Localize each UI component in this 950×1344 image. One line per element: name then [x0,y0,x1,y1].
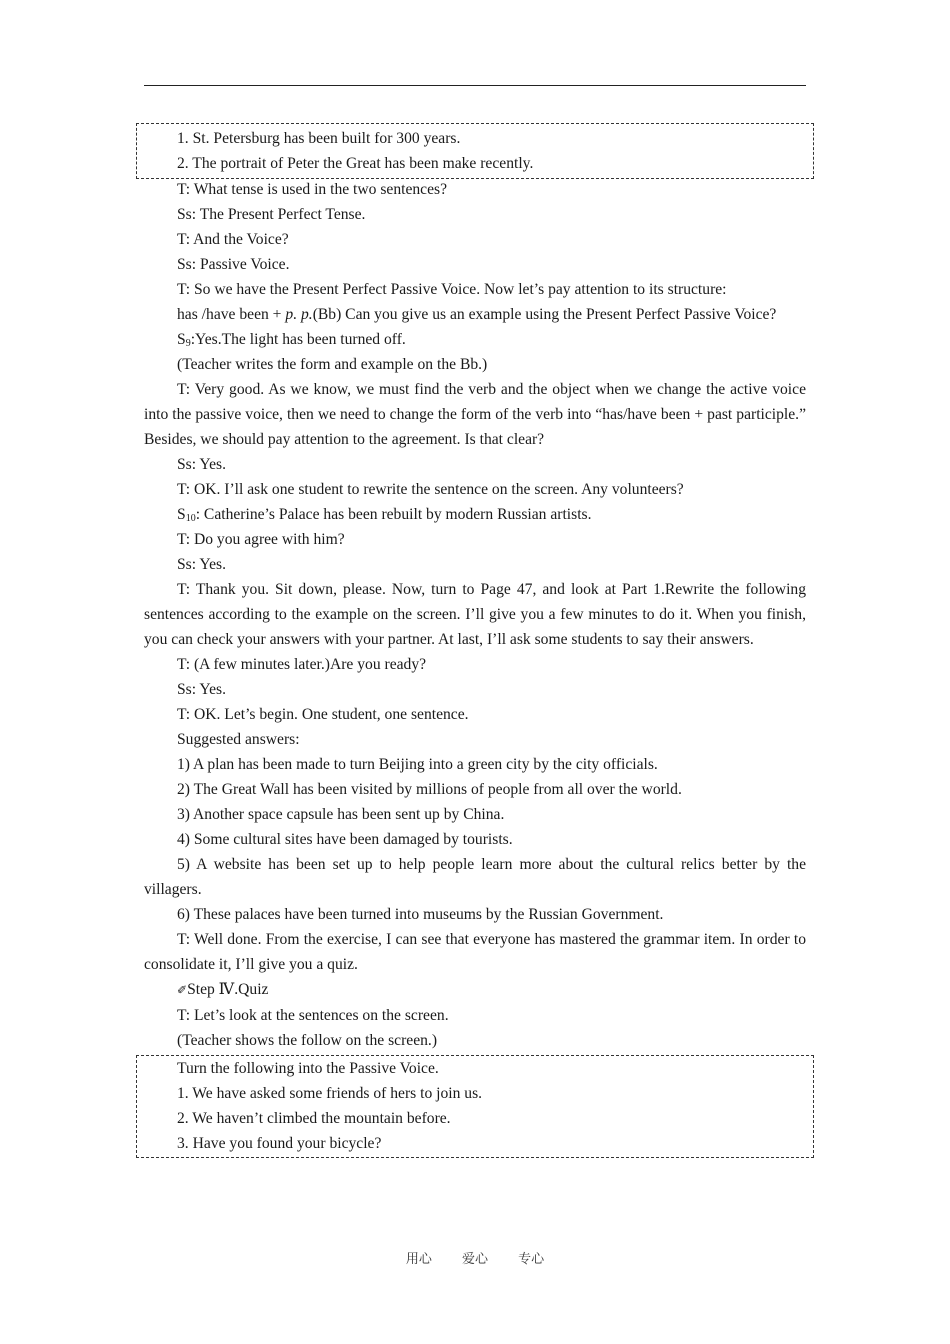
answer-item: 1) A plan has been made to turn Beijing into a green city by the city officials. [177,756,658,773]
footer-word: 用心 [405,1252,432,1267]
box-border-top [136,123,814,124]
header-rule [144,85,806,86]
answer-item: 6) These palaces have been turned into museums by the Russian Government. [177,906,664,923]
dialogue-paragraph: T: Thank you. Sit down, please. Now, turn to Page 47, and look at Part 1.Rewrite the following sentences according to the example on the screen. I’ll give you a few minutes to do it. When you finish, you can check your answers with your partner. At last, I’ll ask some students to say their answers. [144,581,806,648]
speaker-text: : Catherine’s Palace has been rebuilt by modern Russian artists. [195,506,592,523]
answer-item: 2) The Great Wall has been visited by millions of people from all over the world. [177,781,682,798]
answer-item: 4) Some cultural sites have been damaged by tourists. [177,831,513,848]
dialogue-paragraph: T: Well done. From the exercise, I can see that everyone has mastered the grammar item. In order to consolidate it, I’ll give you a quiz. [144,931,806,973]
dialogue-line: T: And the Voice? [177,231,289,248]
dialogue-line [144,502,806,527]
dialogue-line: (Teacher shows the follow on the screen.) [177,1032,438,1049]
footer-word: 专心 [518,1252,545,1267]
dialogue-line: Ss: Yes. [177,681,226,698]
speaker-label: S [177,331,186,348]
dialogue-line: T: Let’s look at the sentences on the screen. [177,1007,449,1024]
box-border-left [136,1055,137,1158]
structure-question: (Bb) Can you give us an example using the Present Perfect Passive Voice? [312,306,777,323]
step-title: Step Ⅳ.Quiz [187,981,269,998]
quiz-instruction: Turn the following into the Passive Voice. [177,1060,439,1077]
quiz-item: 2. We haven’t climbed the mountain before. [177,1110,451,1127]
structure-paragraph [144,302,806,327]
pencil-icon: ✐ [177,983,188,997]
quiz-item: 3. Have you found your bicycle? [177,1135,382,1152]
dialogue-line: T: OK. I’ll ask one student to rewrite the sentence on the screen. Any volunteers? [177,481,684,498]
dialogue-line: T: Do you agree with him? [177,531,345,548]
dialogue-line: Ss: Yes. [177,556,226,573]
dialogue-line: T: (A few minutes later.)Are you ready? [177,656,427,673]
speaker-number: 9 [185,338,191,349]
structure-text: has /have been + [177,306,286,323]
quiz-item: 1. We have asked some friends of hers to join us. [177,1085,483,1102]
dialogue-paragraph: T: Very good. As we know, we must find the verb and the object when we change the active voice into the passive voice, then we need to change the form of the verb into “has/have been + past participle.” Besides, we should pay attention to the agreement. Is that clear? [144,381,806,448]
answer-item: 3) Another space capsule has been sent up by China. [177,806,505,823]
speaker-text: :Yes.The light has been turned off. [190,331,406,348]
dialogue-line: Ss: The Present Perfect Tense. [177,206,366,223]
box-border-bottom [136,178,814,179]
dialogue-line: T: OK. Let’s begin. One student, one sentence. [177,706,469,723]
box-border-bottom [136,1157,814,1158]
box-border-left [136,123,137,179]
structure-formula: p. p. [285,306,313,323]
box-border-top [136,1055,814,1056]
dialogue-line: T: So we have the Present Perfect Passive Voice. Now let’s pay attention to its structure: [177,281,727,298]
answers-heading: Suggested answers: [177,731,300,748]
speaker-label: S [177,506,186,523]
dialogue-line: T: What tense is used in the two sentences? [177,181,448,198]
dialogue-line: Ss: Yes. [177,456,226,473]
step-heading [144,977,806,1003]
dialogue-line [144,327,806,352]
example-sentence: 2. The portrait of Peter the Great has been make recently. [177,155,534,172]
answer-item: 5) A website has been set up to help people learn more about the cultural relics better by the villagers. [144,856,806,898]
box-border-right [813,123,814,179]
dialogue-line: (Teacher writes the form and example on the Bb.) [177,356,488,373]
page-footer [0,1248,950,1267]
quiz-box [136,1056,814,1156]
box-border-right [813,1055,814,1158]
dialogue-line: Ss: Passive Voice. [177,256,290,273]
example-sentence: 1. St. Petersburg has been built for 300 years. [177,130,461,147]
footer-word: 爱心 [461,1252,488,1267]
page-content [144,125,806,1156]
speaker-number: 10 [185,513,196,524]
example-box [136,125,814,177]
